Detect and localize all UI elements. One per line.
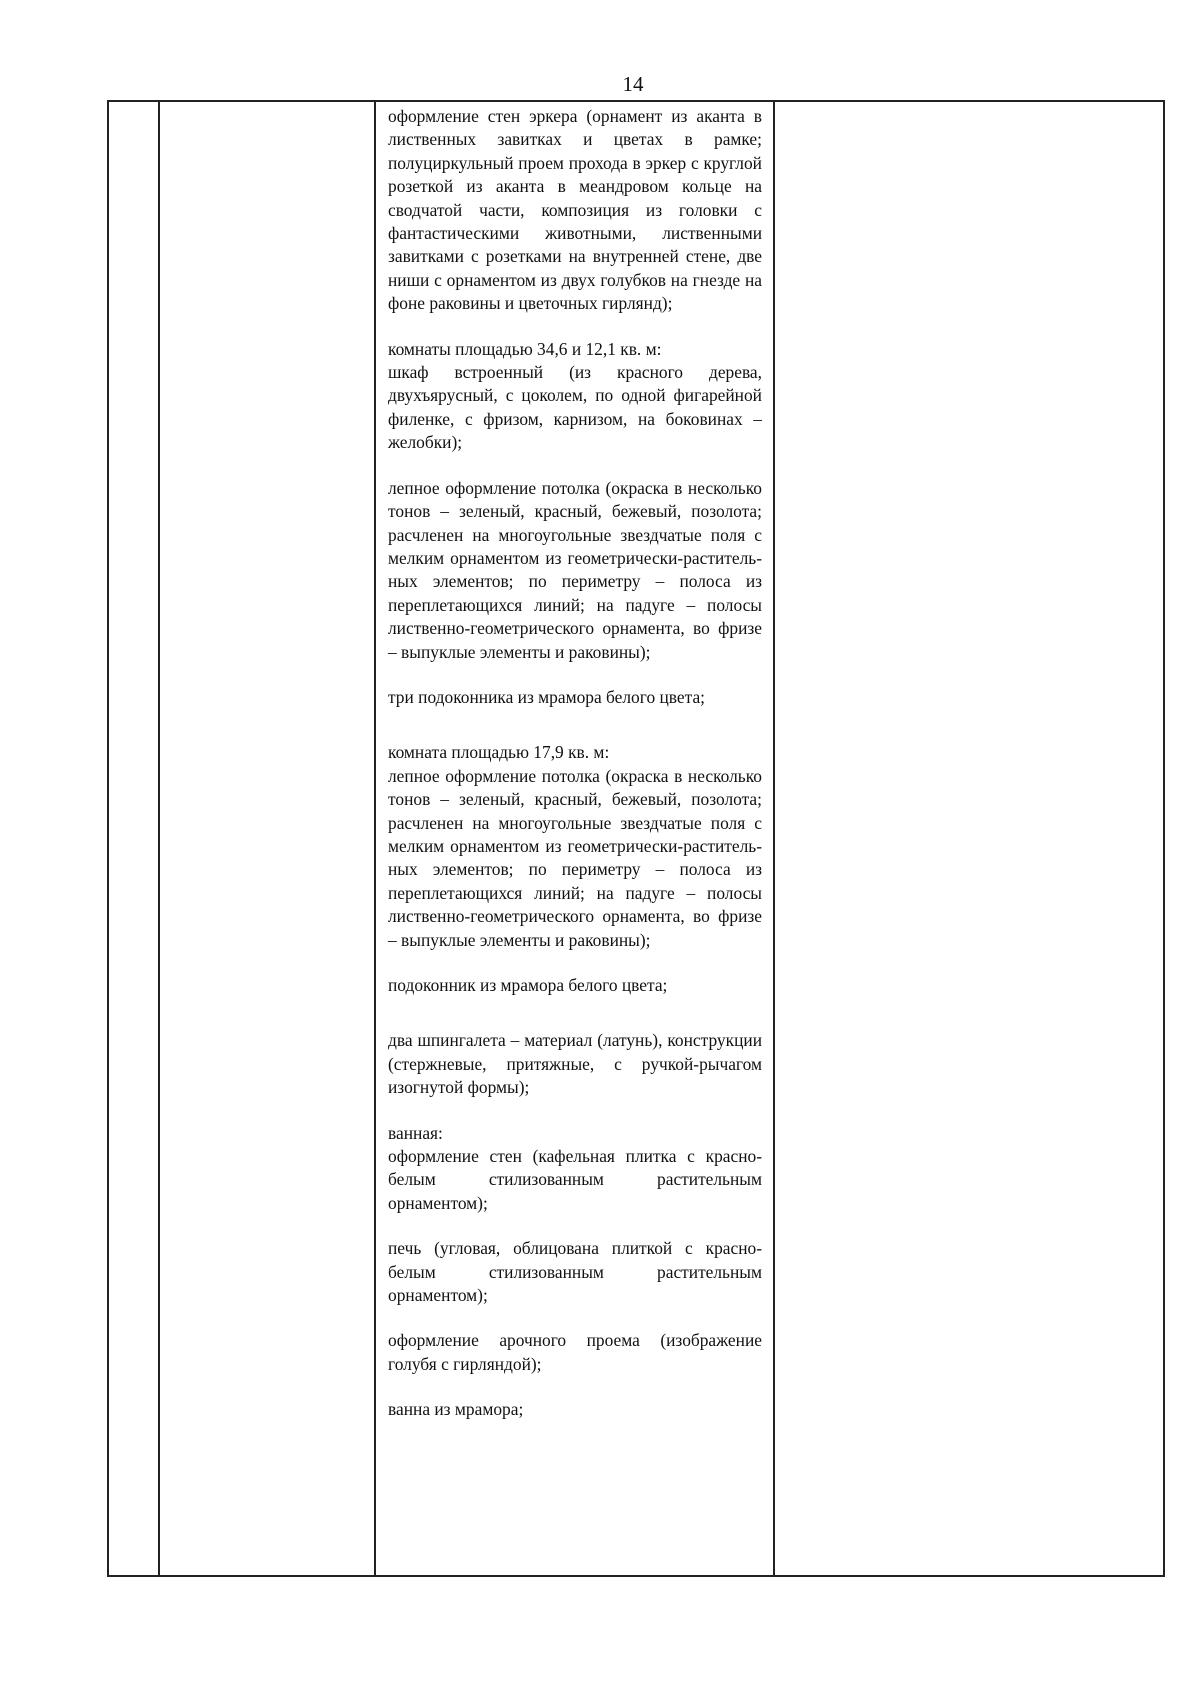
cell-notes [774,101,1164,1576]
paragraph-line: лепное оформление потолка (окраска в несколько тонов – зеленый, красный, бежевый, позолота; расчленен на многоугольные звездчатые поля с мелким орнаментом из геометрически-раститель-ных элементов; по периметру – полоса из переплетающихся линий; на падуге – полосы лиственно-геометрического орнамента, во фризе – выпуклые элементы и раковины); [388,765,762,950]
cell-object [159,101,375,1576]
object-description-table [107,100,1165,1577]
page-number: 14 [622,72,644,96]
description-text [376,102,773,1422]
paragraph-line: лепное оформление потолка (окраска в несколько тонов – зеленый, красный, бежевый, позолота; расчленен на многоугольные звездчатые поля с мелким орнаментом из геометрически-раститель-ных элементов; по периметру – полоса из переплетающихся линий; на падуге – полосы лиственно-геометрического орнамента, во фризе – выпуклые элементы и раковины); [388,477,762,662]
paragraph-line: шкаф встроенный (из красного дерева, двухъярусный, с цоколем, по одной фигарейной филенке, с фризом, карнизом, на боковинах – желобки); [388,362,762,453]
paragraph-line: печь (угловая, облицована плиткой с красно-белым стилизованным растительным орнаментом); [388,1238,762,1306]
paragraph-line: три подоконника из мрамора белого цвета; [388,686,705,707]
table-row [108,101,1164,1576]
paragraph-line: комнаты площадью 34,6 и 12,1 кв. м: [388,338,662,359]
paragraph-line: комната площадью 17,9 кв. м: [388,742,610,763]
description-paragraph [388,1329,762,1376]
cell-description [375,101,774,1576]
paragraph-line: ванна из мрамора; [388,1399,524,1420]
paragraph-line: ванная: [388,1122,443,1143]
description-paragraph [388,1398,762,1421]
description-paragraph [388,741,762,952]
paragraph-line: два шпингалета – материал (латунь), конструкции (стержневые, притяжные, с ручкой-рычагом изогнутой формы); [388,1030,762,1098]
cell-number [108,101,159,1576]
paragraph-line: подоконник из мрамора белого цвета; [388,975,668,995]
paragraph-line: оформление арочного проема (изображение голубя с гирляндой); [388,1330,762,1374]
description-paragraph [388,1122,762,1216]
paragraph-line: оформление стен эркера (орнамент из аканта в лиственных завитках и цветах в рамке; полуциркульный проем прохода в эркер с круглой розеткой из аканта в меандровом кольце на сводчатой части, композиция из головки с фантастическими животными, лиственными завитками с розетками на внутренней стене, две ниши с орнаментом из двух голубков на гнезде на фоне раковины и цветочных гирлянд); [388,106,762,314]
description-paragraph [388,1029,762,1099]
description-paragraph [388,338,762,455]
description-paragraph [388,477,762,664]
paragraph-line: оформление стен (кафельная плитка с красно-белым стилизованным растительным орнаментом); [388,1146,762,1213]
description-paragraph [388,686,762,709]
description-paragraph [388,105,762,316]
description-paragraph [388,1237,762,1307]
description-paragraph [388,974,762,997]
